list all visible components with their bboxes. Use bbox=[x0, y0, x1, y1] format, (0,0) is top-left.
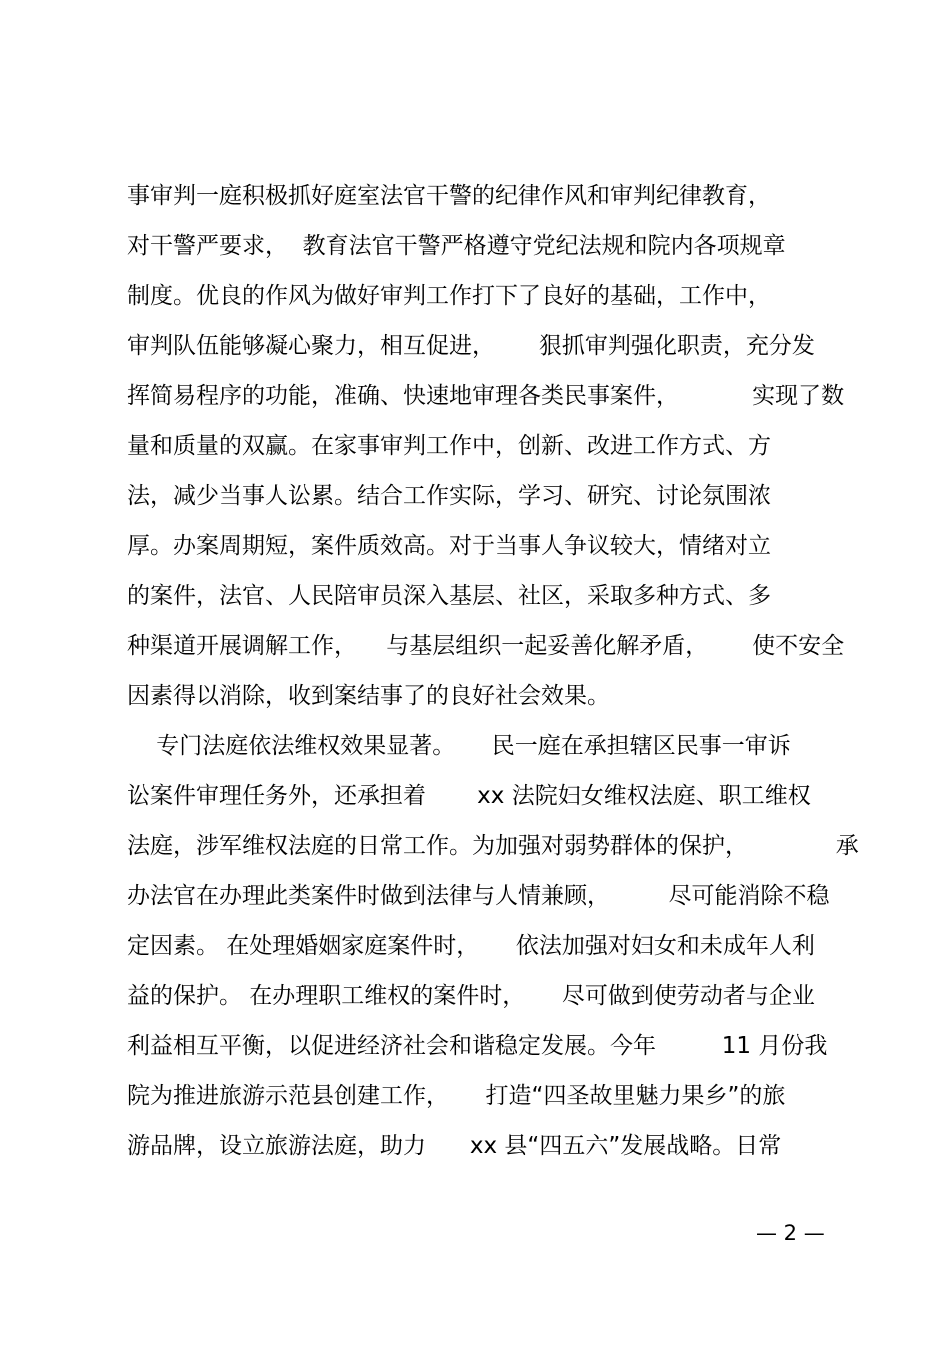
text-line: 利益相互平衡，以促进经济社会和谐稳定发展。今年 11 月份我 bbox=[127, 1033, 828, 1059]
text-line: 的案件，法官、人民陪审员深入基层、社区，采取多种方式、多 bbox=[127, 583, 771, 609]
text-line: 办法官在办理此类案件时做到法律与人情兼顾， 尽可能消除不稳 bbox=[127, 883, 830, 909]
text-line: 厚。办案周期短，案件质效高。对于当事人争议较大，情绪对立 bbox=[127, 533, 771, 559]
text-line: 定因素。 在处理婚姻家庭案件时， 依法加强对妇女和未成年人利 bbox=[127, 933, 815, 959]
text-line: 种渠道开展调解工作， 与基层组织一起妥善化解矛盾， 使不安全 bbox=[127, 633, 845, 659]
text-line: 游品牌，设立旅游法庭，助力 xx 县“四五六”发展战略。日常 bbox=[127, 1133, 782, 1159]
text-line: 审判队伍能够凝心聚力，相互促进， 狠抓审判强化职责，充分发 bbox=[127, 333, 815, 359]
text-line: 院为推进旅游示范县创建工作， 打造“四圣故里魅力果乡”的旅 bbox=[127, 1083, 786, 1109]
text-line: 挥简易程序的功能，准确、快速地审理各类民事案件， 实现了数 bbox=[127, 383, 845, 409]
paragraph-first-line: 专门法庭依法维权效果显著。 民一庭在承担辖区民事一审诉 bbox=[127, 733, 791, 759]
text-line: 因素得以消除，收到案结事了的良好社会效果。 bbox=[127, 683, 610, 709]
text-line: 事审判一庭积极抓好庭室法官干警的纪律作风和审判纪律教育， bbox=[127, 183, 771, 209]
text-line: 益的保护。 在办理职工维权的案件时， 尽可做到使劳动者与企业 bbox=[127, 983, 815, 1009]
text-line: 讼案件审理任务外，还承担着 xx 法院妇女维权法庭、职工维权 bbox=[127, 783, 811, 809]
text-line: 量和质量的双赢。在家事审判工作中，创新、改进工作方式、方 bbox=[127, 433, 771, 459]
page-number: — 2 — bbox=[756, 1221, 825, 1245]
text-line: 法，减少当事人讼累。结合工作实际，学习、研究、讨论氛围浓 bbox=[127, 483, 771, 509]
text-line: 对干警严要求， 教育法官干警严格遵守党纪法规和院内各项规章 bbox=[127, 233, 786, 259]
text-line: 法庭，涉军维权法庭的日常工作。为加强对弱势群体的保护， 承 bbox=[127, 833, 859, 859]
text-line: 制度。优良的作风为做好审判工作打下了良好的基础，工作中， bbox=[127, 283, 771, 309]
